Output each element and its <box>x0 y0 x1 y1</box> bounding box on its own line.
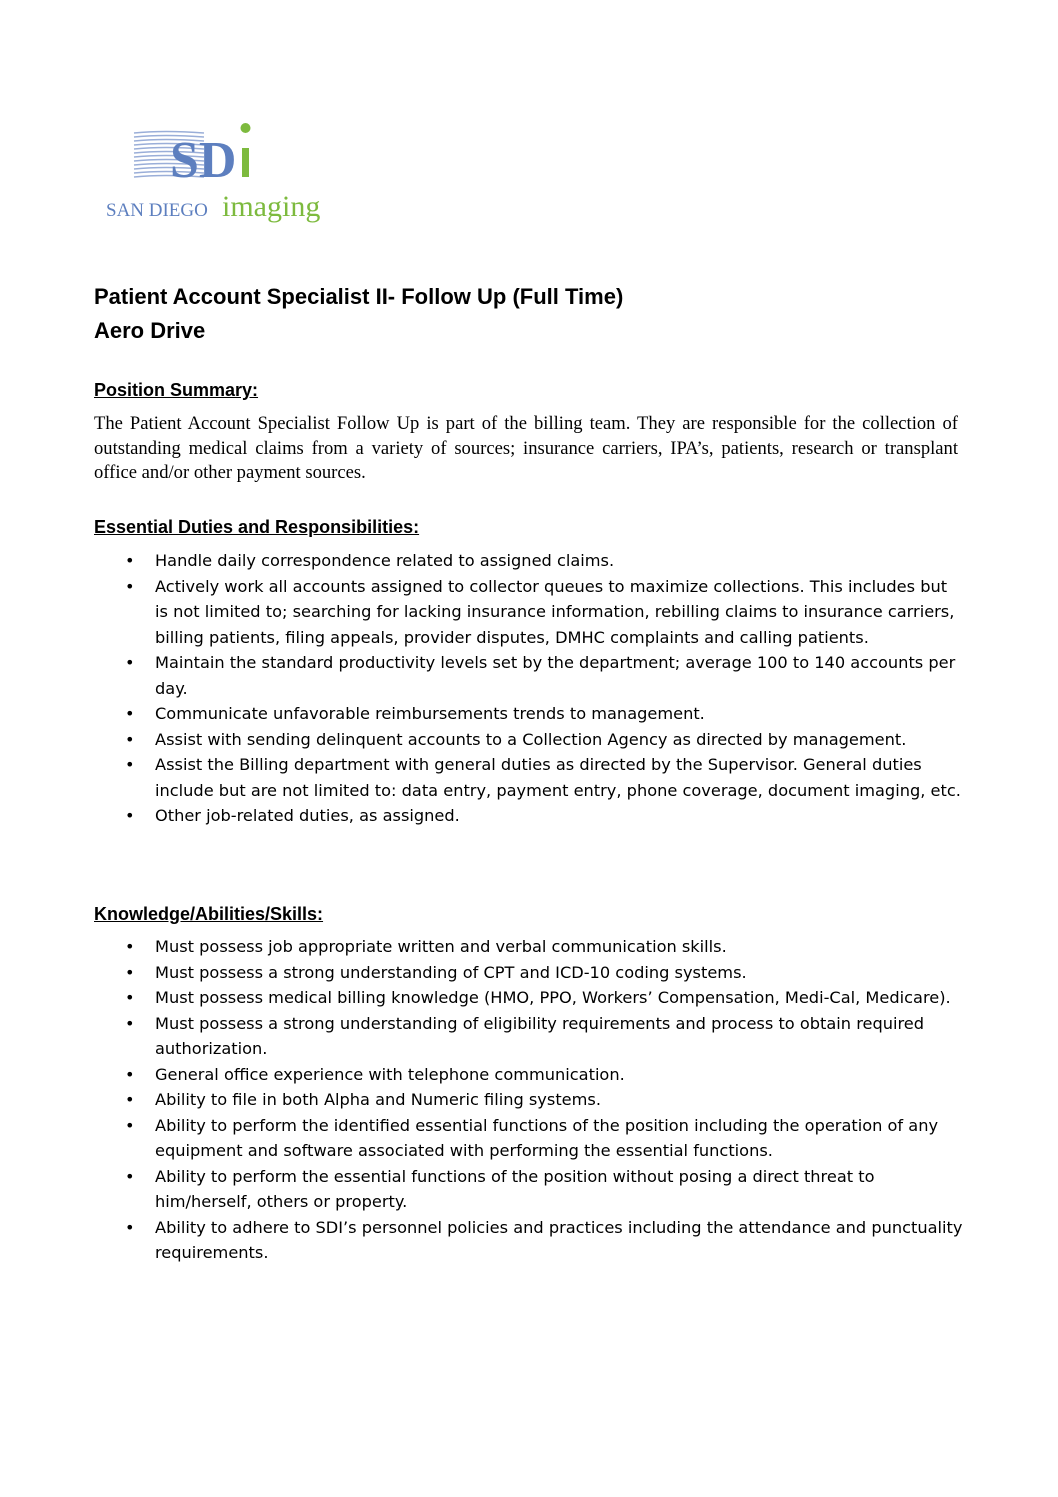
bullet-icon: • <box>125 755 135 774</box>
list-item-text: Maintain the standard productivity levels set by the department; average 100 to 140 accounts per day. <box>155 653 956 698</box>
list-item-text: Must possess medical billing knowledge (HMO, PPO, Workers’ Compensation, Medi-Cal, Medicare). <box>155 988 951 1007</box>
list-item <box>94 701 964 727</box>
list-item <box>94 548 964 574</box>
list-item <box>94 727 964 753</box>
list-item <box>94 650 964 701</box>
list-item <box>94 574 964 651</box>
job-title-line1: Patient Account Specialist II- Follow Up (Full Time) <box>94 284 624 309</box>
bullet-icon: • <box>125 962 135 982</box>
position-summary-heading: Position Summary: <box>94 380 259 400</box>
list-item <box>94 960 964 986</box>
bullet-icon: • <box>125 937 135 956</box>
list-item-text: Must possess job appropriate written and verbal communication skills. <box>155 937 727 956</box>
list-item-text: Handle daily correspondence related to assigned claims. <box>155 551 615 570</box>
bullet-icon: • <box>125 1166 135 1186</box>
list-item <box>94 752 964 803</box>
bullet-icon: • <box>125 806 135 825</box>
duties-heading: Essential Duties and Responsibilities: <box>94 517 420 537</box>
list-item-text: Actively work all accounts assigned to collector queues to maximize collections. This includes but is not limited to; searching for lacking insurance information, rebilling claims to insurance carriers, billing patients, filing appeals, provider disputes, DMHC complaints and calling patients. <box>155 576 955 647</box>
duties-list <box>94 548 964 829</box>
skills-list <box>94 934 964 1266</box>
list-item-text: Ability to perform the identified essential functions of the position including the operation of any equipment and software associated with performing the essential functions. <box>155 1115 939 1160</box>
bullet-icon: • <box>125 1115 135 1135</box>
bullet-icon: • <box>125 704 135 723</box>
skills-heading: Knowledge/Abilities/Skills: <box>94 904 324 924</box>
bullet-icon: • <box>125 1013 135 1033</box>
list-item-text: Other job-related duties, as assigned. <box>155 806 460 825</box>
list-item-text: General office experience with telephone communication. <box>155 1064 625 1084</box>
list-item <box>94 1087 964 1113</box>
logo-mark-sd: SD <box>170 132 237 189</box>
logo-line1: SAN DIEGO <box>106 200 208 221</box>
sdi-logo <box>104 118 344 228</box>
bullet-icon: • <box>125 729 135 749</box>
logo-line2: imaging <box>222 190 321 223</box>
list-item <box>94 1062 964 1088</box>
bullet-icon: • <box>125 576 135 596</box>
list-item-text: Ability to adhere to SDI’s personnel policies and practices including the attendance and punctuality requirements. <box>155 1217 963 1262</box>
job-location: Aero Drive <box>94 318 206 343</box>
list-item <box>94 1215 964 1266</box>
job-title <box>94 280 623 348</box>
list-item-text: Must possess a strong understanding of CPT and ICD-10 coding systems. <box>155 962 747 982</box>
bullet-icon: • <box>125 1064 135 1084</box>
bullet-icon: • <box>125 1217 135 1237</box>
bullet-icon: • <box>125 653 135 672</box>
list-item-text: Must possess a strong understanding of eligibility requirements and process to obtain required authorization. <box>155 1013 925 1058</box>
list-item-text: Assist the Billing department with general duties as directed by the Supervisor. General duties include but are not limited to: data entry, payment entry, phone coverage, document imaging, etc. <box>155 755 961 800</box>
list-item <box>94 803 964 829</box>
list-item <box>94 1113 964 1164</box>
list-item <box>94 1164 964 1215</box>
list-item <box>94 934 964 960</box>
bullet-icon: • <box>125 551 135 570</box>
list-item-text: Ability to perform the essential functions of the position without posing a direct threat to him/herself, others or property. <box>155 1166 875 1211</box>
list-item-text: Communicate unfavorable reimbursements trends to management. <box>155 704 705 723</box>
bullet-icon: • <box>125 988 135 1007</box>
position-summary-text: The Patient Account Specialist Follow Up is part of the billing team. They are responsible for the collection of outstanding medical claims from a variety of sources; insurance carriers, IPA’s, patients, research or transplant office and/or other payment sources. <box>94 413 958 483</box>
list-item-text: Assist with sending delinquent accounts to a Collection Agency as directed by management. <box>155 729 907 749</box>
list-item <box>94 1011 964 1062</box>
list-item <box>94 985 964 1011</box>
bullet-icon: • <box>125 1090 135 1109</box>
list-item-text: Ability to file in both Alpha and Numeric filing systems. <box>155 1090 601 1109</box>
